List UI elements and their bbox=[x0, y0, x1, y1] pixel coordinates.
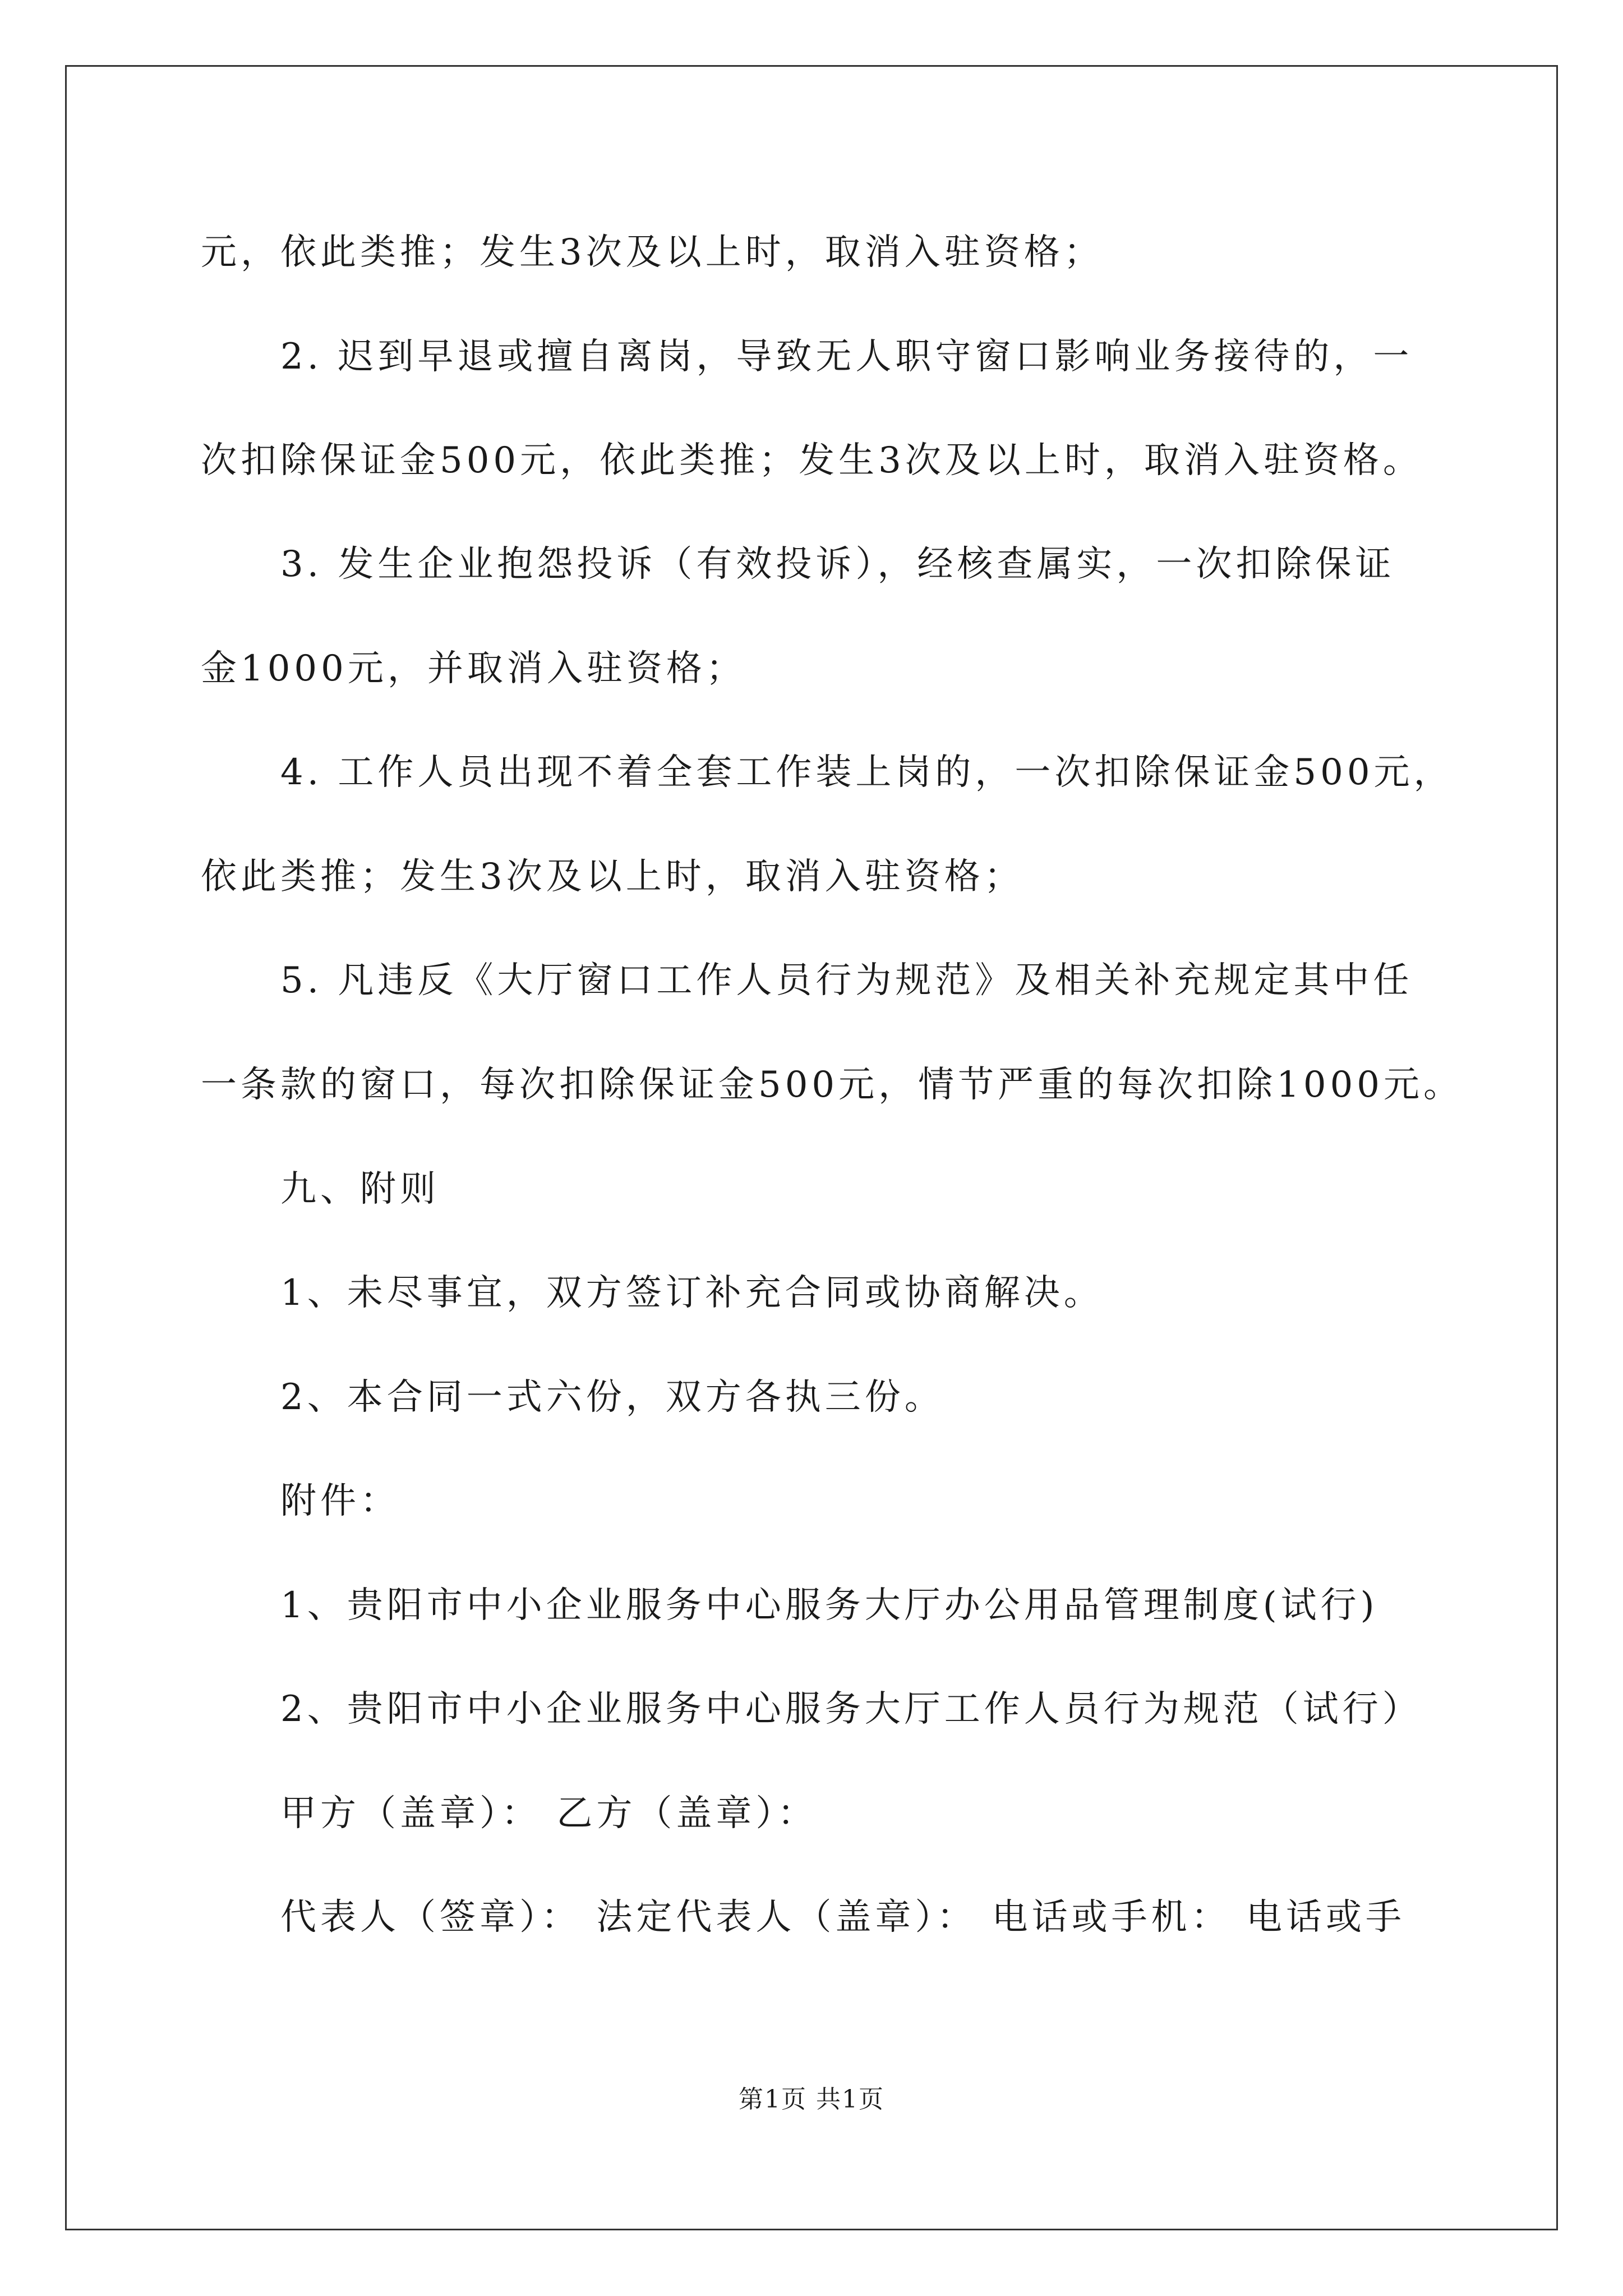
text-line: 金1000元，并取消入驻资格； bbox=[201, 648, 746, 689]
attachment-heading: 附件： bbox=[280, 1480, 400, 1522]
signature-line: 甲方（盖章）： 乙方（盖章）： bbox=[280, 1793, 818, 1834]
text-line: 5. 凡违反《大厅窗口工作人员行为规范》及相关补充规定其中任 bbox=[280, 960, 1413, 1001]
attachment-item: 2、贵阳市中小企业服务中心服务大厅工作人员行为规范（试行） bbox=[280, 1688, 1422, 1730]
text-line: 一条款的窗口，每次扣除保证金500元，情节严重的每次扣除1000元。 bbox=[201, 1064, 1464, 1106]
text-line: 2. 迟到早退或擅自离岗，导致无人职守窗口影响业务接待的，一 bbox=[280, 336, 1413, 378]
text-line: 4. 工作人员出现不着全套工作装上岗的，一次扣除保证金500元， bbox=[280, 752, 1454, 793]
text-line: 次扣除保证金500元，依此类推；发生3次及以上时，取消入驻资格。 bbox=[201, 440, 1423, 481]
page-footer: 第1页 共1页 bbox=[739, 2085, 884, 2114]
text-line: 2、本合同一式六份，双方各执三份。 bbox=[280, 1377, 944, 1418]
text-line: 元，依此类推；发生3次及以上时，取消入驻资格； bbox=[201, 232, 1104, 273]
section-heading: 九、附则 bbox=[280, 1168, 440, 1210]
signature-line: 代表人（签章）： 法定代表人（盖章）： 电话或手机： 电话或手 bbox=[280, 1897, 1406, 1938]
attachment-item: 1、贵阳市中小企业服务中心服务大厅办公用品管理制度(试行) bbox=[280, 1585, 1378, 1626]
text-line: 依此类推；发生3次及以上时，取消入驻资格； bbox=[201, 856, 1024, 898]
text-line: 1、未尽事宜，双方签订补充合同或协商解决。 bbox=[280, 1272, 1104, 1314]
text-line: 3. 发生企业抱怨投诉（有效投诉），经核查属实，一次扣除保证 bbox=[280, 544, 1395, 585]
